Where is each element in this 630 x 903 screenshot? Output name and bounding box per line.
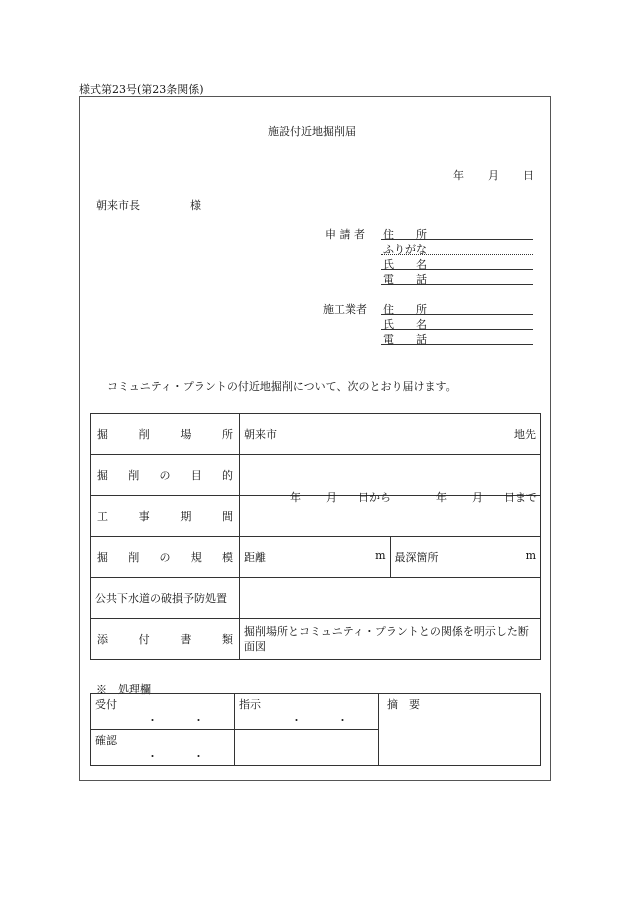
scale-depth-label: 最深箇所: [394, 551, 439, 564]
confirmation-label: 確認: [95, 734, 117, 747]
label-char: 工: [97, 510, 108, 523]
location-label: [91, 414, 240, 455]
location-value-cell[interactable]: [240, 414, 541, 455]
label-char: 掘: [97, 469, 108, 482]
label-char: 間: [221, 510, 233, 523]
confirmation-cell[interactable]: [91, 730, 235, 766]
label-char: 的: [222, 469, 233, 482]
label-char: 削: [138, 428, 150, 441]
details-table: [90, 413, 541, 660]
label-char: 目: [190, 469, 202, 482]
applicant-label: 申 請 者: [325, 228, 365, 241]
applicant-address-label: 住 所: [383, 228, 427, 241]
applicant-phone-label: 電 話: [383, 273, 427, 286]
date-day: 日: [523, 169, 534, 182]
label-char: の: [159, 551, 171, 564]
label-char: 付: [138, 633, 150, 646]
date-month: 月: [488, 169, 499, 182]
scale-depth-cell[interactable]: [390, 537, 541, 578]
label-char: 削: [128, 469, 140, 482]
label-char: 添: [97, 633, 108, 646]
summary-label: 摘 要: [387, 698, 420, 711]
label-char: 事: [138, 510, 150, 523]
applicant-name-line: [381, 269, 533, 270]
instruction-dot-1: ・: [291, 714, 302, 727]
label-char: 所: [221, 428, 233, 441]
table-row-location: [91, 414, 541, 455]
label-char: 模: [222, 551, 233, 564]
attachments-value-cell[interactable]: [240, 619, 541, 660]
period-from-day: 日から: [358, 491, 391, 504]
attachments-value: 掘削場所とコミュニティ・プラントとの関係を明示した断面図: [244, 625, 529, 653]
contractor-name-label: 氏 名: [383, 318, 427, 331]
form-title: 施設付近地掘削届: [268, 125, 356, 138]
instruction-label: 指示: [239, 698, 261, 711]
contractor-address-label: 住 所: [383, 303, 427, 316]
addressee-honorific: 様: [190, 199, 201, 212]
statement-text: コミュニティ・プラントの付近地掘削について、次のとおり届けます。: [107, 380, 457, 393]
receipt-label: 受付: [95, 698, 117, 711]
protection-value-cell[interactable]: [240, 578, 541, 619]
scale-distance-unit: m: [375, 549, 386, 562]
contractor-phone-label: 電 話: [383, 333, 427, 346]
scale-depth-unit: m: [525, 549, 536, 562]
table-row-attachments: [91, 619, 541, 660]
addressee-name: 朝来市長: [96, 199, 140, 212]
label-char: 場: [180, 428, 192, 441]
period-from-year: 年: [290, 491, 301, 504]
label-char: 削: [128, 551, 140, 564]
label-char: 書: [180, 633, 192, 646]
contractor-phone-line: [381, 344, 533, 345]
table-row-period: [91, 496, 541, 537]
applicant-name-label: 氏 名: [383, 258, 427, 271]
attachments-label: [91, 619, 240, 660]
instruction-dot-2: ・: [337, 714, 348, 727]
instruction-cell[interactable]: [235, 694, 379, 730]
table-row-protection: [91, 578, 541, 619]
period-to-year: 年: [436, 491, 447, 504]
label-char: 類: [221, 633, 233, 646]
form-number: 様式第23号(第23条関係): [79, 83, 204, 96]
protection-label: 公共下水道の破損予防処置: [91, 578, 240, 619]
period-from-month: 月: [326, 491, 337, 504]
processing-row-1: [91, 694, 541, 730]
confirmation-dot-1: ・: [147, 750, 158, 763]
contractor-label: 施工業者: [323, 303, 367, 316]
scale-distance-label: 距離: [244, 551, 266, 564]
location-city: 朝来市: [244, 428, 277, 441]
label-char: 掘: [97, 428, 108, 441]
processing-table: [90, 693, 541, 766]
date-year: 年: [453, 169, 464, 182]
contractor-address-line: [381, 314, 533, 315]
applicant-phone-line: [381, 284, 533, 285]
receipt-dot-1: ・: [147, 714, 158, 727]
summary-cell[interactable]: [379, 694, 541, 766]
processing-title: ※ 処理欄: [96, 683, 151, 696]
applicant-furigana-label: ふりがな: [383, 243, 427, 256]
scale-label: [91, 537, 240, 578]
label-char: 掘: [97, 551, 108, 564]
applicant-address-line: [381, 239, 533, 240]
receipt-cell[interactable]: [91, 694, 235, 730]
scale-distance-cell[interactable]: [240, 537, 391, 578]
confirmation-dot-2: ・: [193, 750, 204, 763]
blank-cell[interactable]: [235, 730, 379, 766]
table-row-scale: [91, 537, 541, 578]
period-to-month: 月: [472, 491, 483, 504]
purpose-label: [91, 455, 240, 496]
contractor-name-line: [381, 329, 533, 330]
location-suffix: 地先: [514, 428, 536, 441]
label-char: の: [159, 469, 171, 482]
period-value-cell[interactable]: [240, 491, 541, 537]
receipt-dot-2: ・: [193, 714, 204, 727]
applicant-furigana-line: [381, 254, 533, 255]
label-char: 規: [190, 551, 202, 564]
period-to-day: 日まで: [504, 491, 537, 504]
label-char: 期: [180, 510, 192, 523]
period-label: [91, 496, 240, 537]
